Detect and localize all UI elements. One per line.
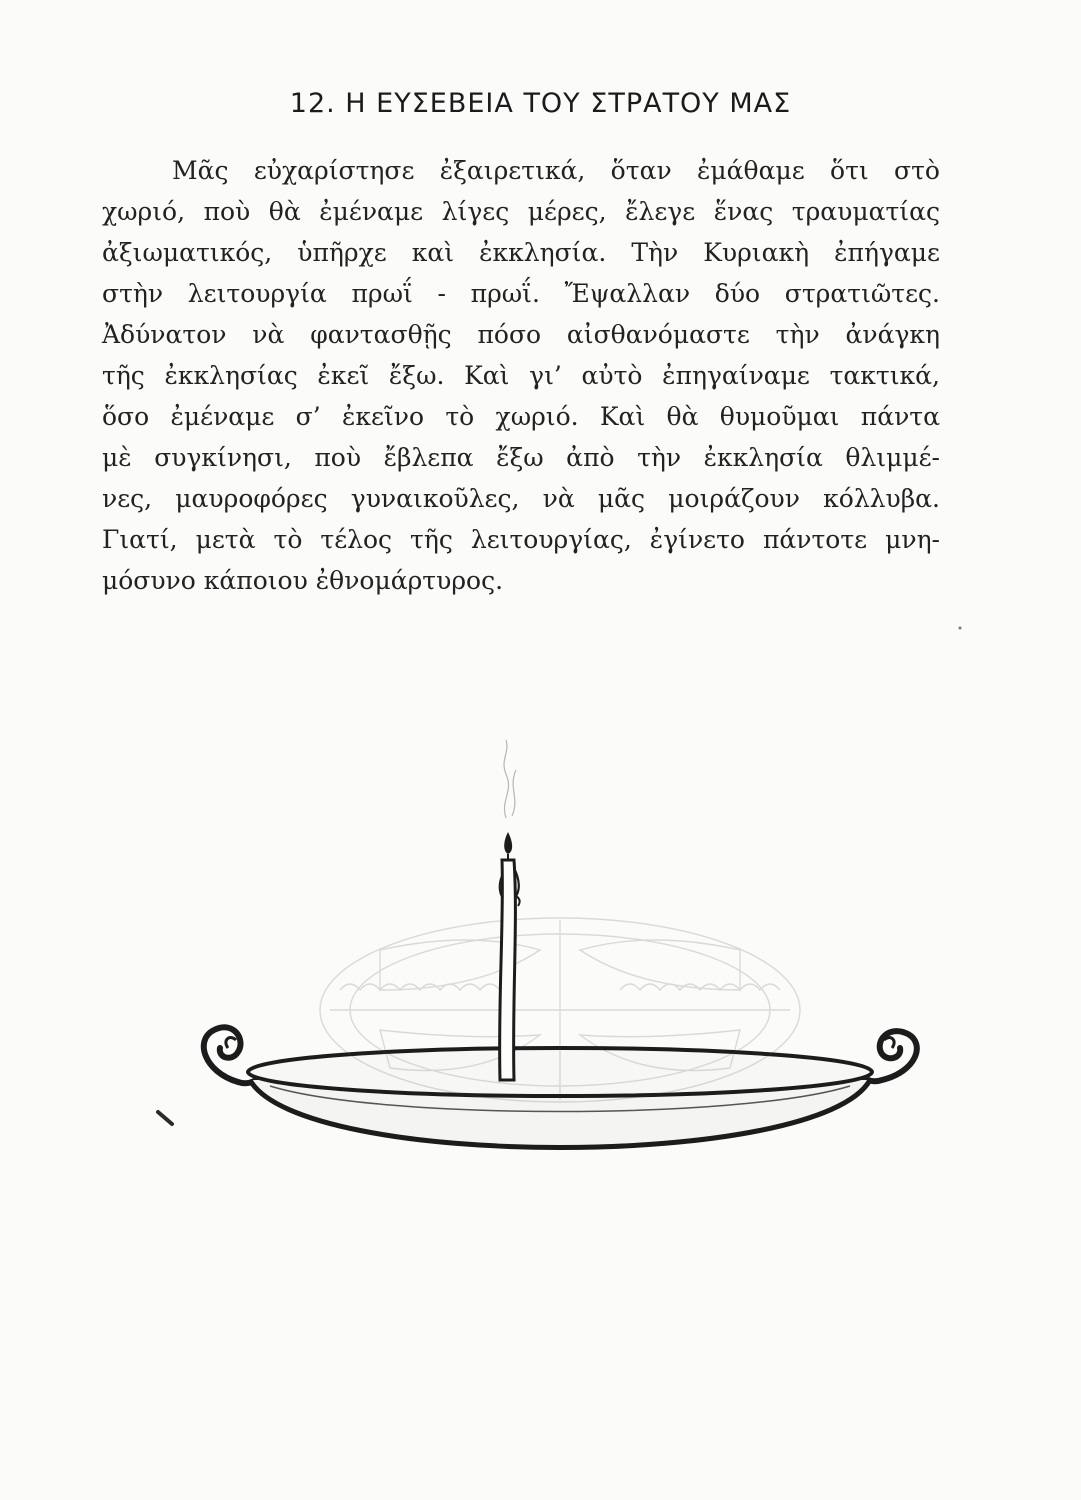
tray [204, 918, 917, 1148]
smoke-wisps [504, 740, 516, 818]
text-line: τῆς ἐκκλησίας ἐκεῖ ἔξω. Καὶ γι’ αὐτὸ ἐπηγαίναμε τακτικά, [102, 361, 940, 390]
text-line: μόσυνο κάποιου ἐθνομάρτυρος. [102, 566, 504, 595]
kollyva-tray-illustration [180, 700, 940, 1180]
candle-icon [500, 832, 520, 1080]
text-line: Μᾶς εὐχαρίστησε ἐξαιρετικά, ὅταν ἐμάθαμε ὅτι στὸ [172, 156, 940, 185]
text-line: ὅσο ἐμέναμε σ’ ἐκεῖνο τὸ χωριό. Καὶ θὰ θυμοῦμαι πάντα [102, 402, 940, 431]
text-line: μὲ συγκίνησι, ποὺ ἔβλεπα ἔξω ἀπὸ τὴν ἐκκλησία θλιμμέ- [102, 443, 940, 472]
text-line: ἀξιωματικός, ὑπῆρχε καὶ ἐκκλησία. Τὴν Κυριακὴ ἐπήγαμε [102, 238, 940, 267]
text-line: χωριό, ποὺ θὰ ἐμέναμε λίγες μέρες, ἔλεγε ἕνας τραυματίας [102, 197, 940, 226]
text-line: στὴν λειτουργία πρωΐ - πρωΐ. Ἔψαλλαν δύο στρατιῶτες. [102, 279, 940, 308]
candle-flame [504, 832, 512, 854]
text-line: Ἀδύνατον νὰ φαντασθῇς πόσο αἰσθανόμαστε τὴν ἀνάγκη [102, 320, 940, 349]
candle-body [500, 860, 516, 1080]
chapter-paragraph [102, 150, 940, 601]
chapter-title: 12. Η ΕΥΣΕΒΕΙΑ ΤΟΥ ΣΤΡΑΤΟΥ ΜΑΣ [289, 88, 792, 119]
text-line: νες, μαυροφόρες γυναικοῦλες, νὰ μᾶς μοιράζουν κόλλυβα. [102, 484, 940, 513]
text-line: Γιατί, μετὰ τὸ τέλος τῆς λειτουργίας, ἐγίνετο πάντοτε μνη- [102, 525, 940, 554]
